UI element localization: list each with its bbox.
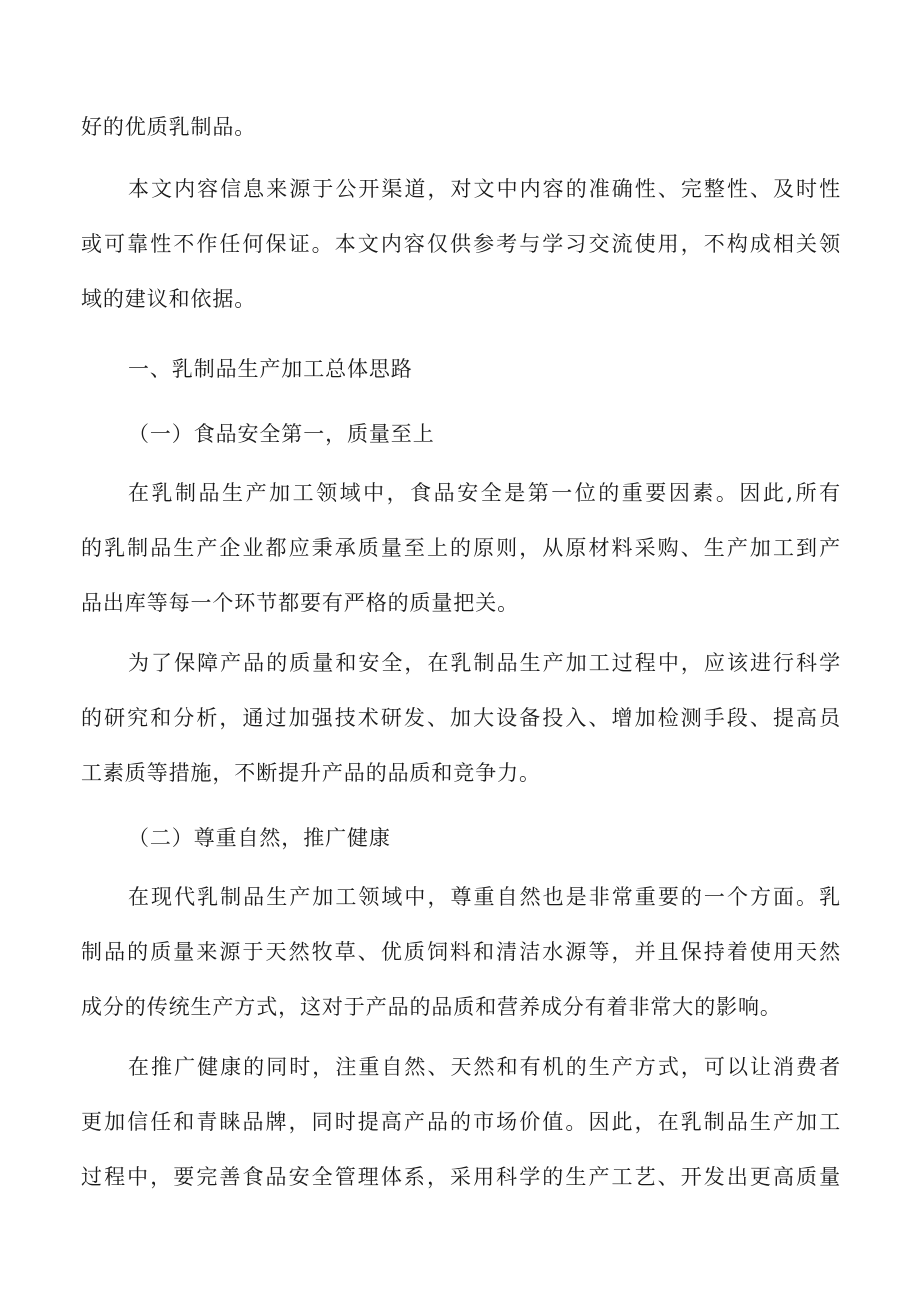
paragraph-line: 在乳制品生产加工领域中，食品安全是第一位的重要因素。因此,所有 xyxy=(128,481,841,505)
paragraph-line: 工素质等措施，不断提升产品的品质和竞争力。 xyxy=(81,761,541,785)
paragraph-line: 好的优质乳制品。 xyxy=(81,115,257,139)
paragraph-line: 过程中，要完善食品安全管理体系，采用科学的生产工艺、开发出更高质量 xyxy=(81,1165,841,1189)
paragraph-line: 或可靠性不作任何保证。本文内容仅供参考与学习交流使用，不构成相关领 xyxy=(81,232,841,256)
paragraph-line: 的乳制品生产企业都应秉承质量至上的原则，从原材料采购、生产加工到产 xyxy=(81,536,841,560)
paragraph-line: 在现代乳制品生产加工领域中，尊重自然也是非常重要的一个方面。乳 xyxy=(128,885,841,909)
paragraph-line: 为了保障产品的质量和安全，在乳制品生产加工过程中，应该进行科学 xyxy=(128,651,841,675)
section-heading: 一、乳制品生产加工总体思路 xyxy=(128,357,413,381)
paragraph-line: 品出库等每一个环节都要有严格的质量把关。 xyxy=(81,591,519,615)
paragraph-line: 的研究和分析，通过加强技术研发、加大设备投入、增加检测手段、提高员 xyxy=(81,706,841,730)
paragraph-line: 更加信任和青睐品牌，同时提高产品的市场价值。因此，在乳制品生产加工 xyxy=(81,1110,841,1134)
paragraph-line: 成分的传统生产方式，这对于产品的品质和营养成分有着非常大的影响。 xyxy=(81,995,782,1019)
subsection-heading: （二）尊重自然，推广健康 xyxy=(128,826,391,850)
paragraph-line: 制品的质量来源于天然牧草、优质饲料和清洁水源等，并且保持着使用天然 xyxy=(81,940,841,964)
subsection-heading: （一）食品安全第一，质量至上 xyxy=(128,422,435,446)
paragraph-line: 本文内容信息来源于公开渠道，对文中内容的准确性、完整性、及时性 xyxy=(128,177,841,201)
paragraph-line: 在推广健康的同时，注重自然、天然和有机的生产方式，可以让消费者 xyxy=(128,1055,841,1079)
paragraph-line: 域的建议和依据。 xyxy=(81,287,257,311)
